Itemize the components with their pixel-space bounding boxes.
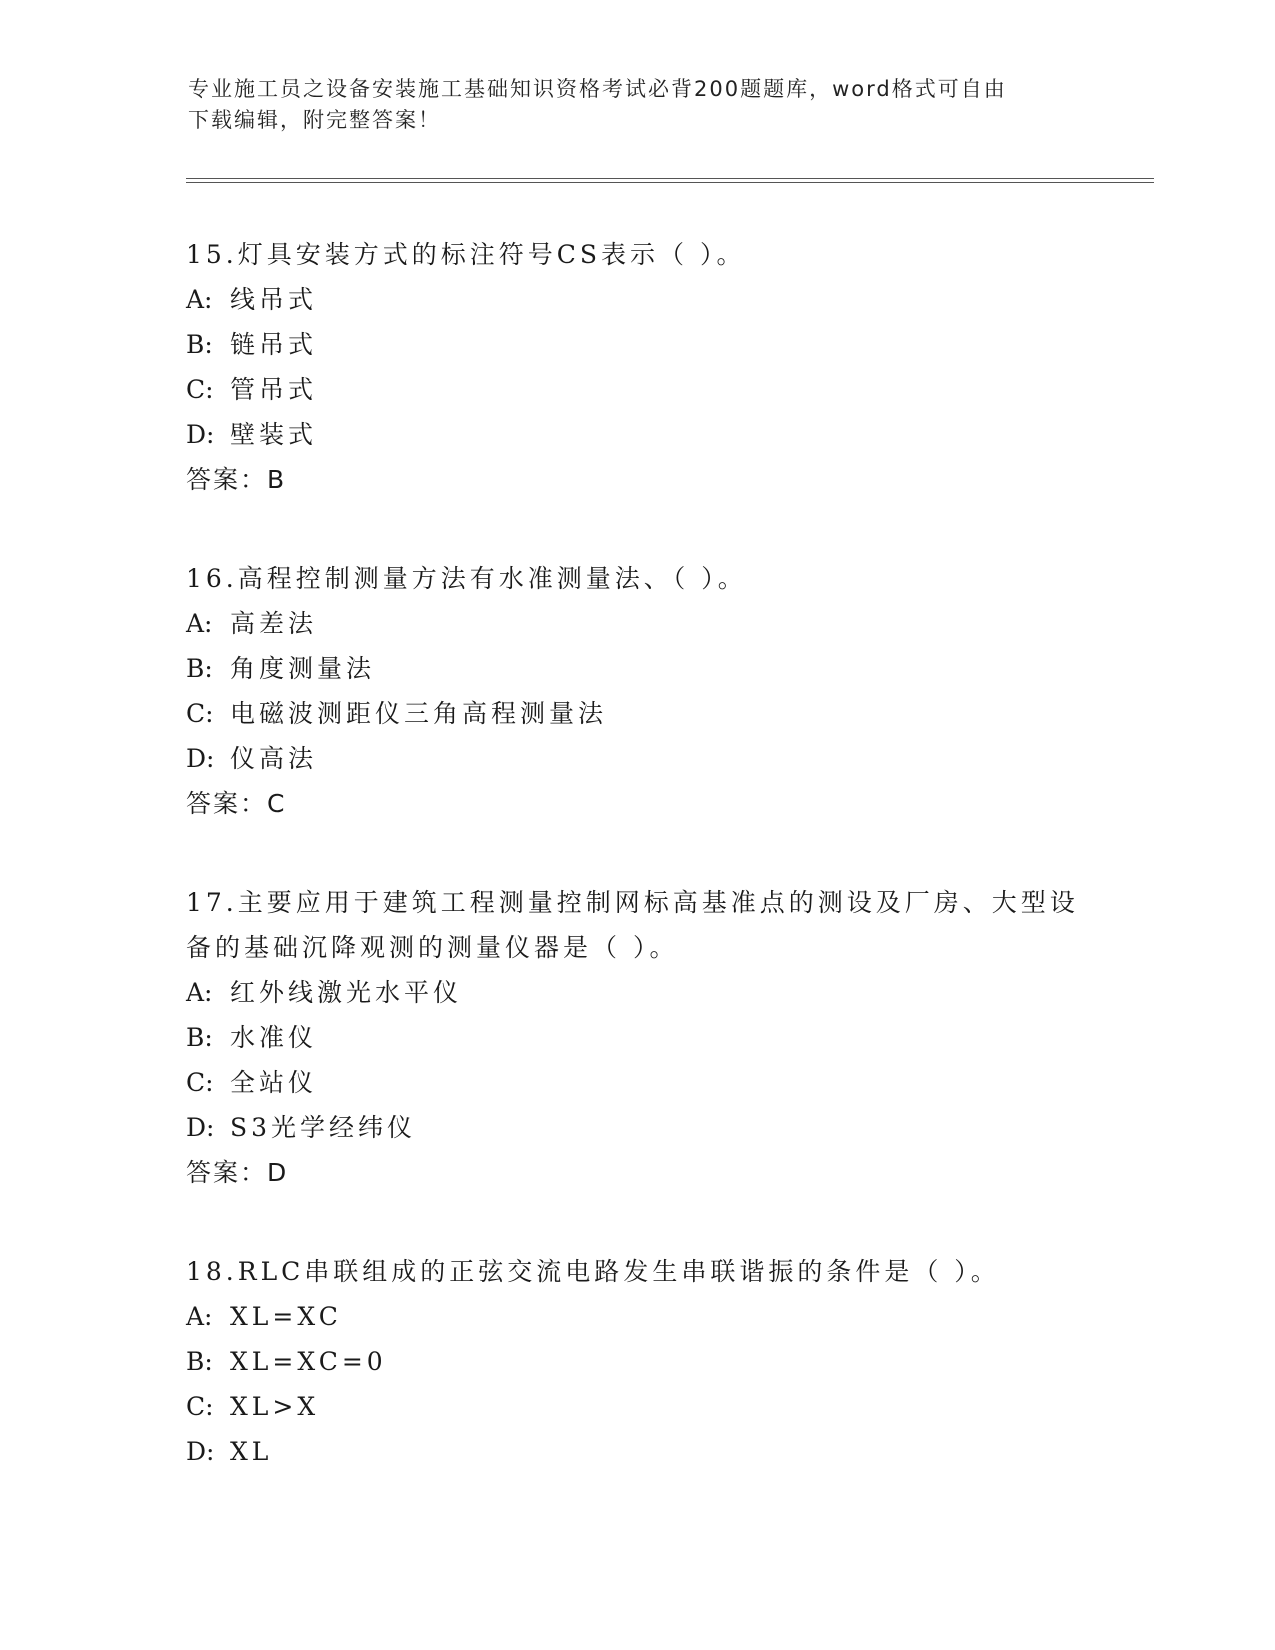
option-letter: A:: [186, 1302, 213, 1331]
option-c: [186, 367, 1086, 412]
question-stem: 15.灯具安装方式的标注符号CS表示（ ）。: [186, 240, 746, 269]
option-letter: D:: [186, 744, 215, 773]
option-text: XL=XC=0: [230, 1347, 387, 1376]
option-text: XL: [230, 1437, 273, 1466]
option-d: [186, 1105, 1086, 1150]
document-header: [188, 74, 1068, 136]
question-list: [186, 232, 1086, 1528]
option-letter: A:: [186, 609, 213, 638]
option-a: [186, 277, 1086, 322]
option-c: [186, 1384, 1086, 1429]
question-18: [186, 1249, 1086, 1474]
option-text: 电磁波测距仪三角高程测量法: [230, 699, 608, 728]
option-a: [186, 970, 1086, 1015]
option-letter: B:: [186, 1023, 213, 1052]
option-d: [186, 412, 1086, 457]
option-a: [186, 1294, 1086, 1339]
option-text: S3光学经纬仪: [230, 1113, 417, 1142]
option-b: [186, 322, 1086, 367]
option-letter: A:: [186, 285, 213, 314]
option-text: 角度测量法: [230, 654, 376, 683]
option-letter: C:: [186, 1392, 214, 1421]
option-text: 水准仪: [230, 1023, 318, 1052]
header-line-1: 专业施工员之设备安装施工基础知识资格考试必背200题题库，word格式可自由: [188, 77, 1007, 101]
option-letter: A:: [186, 978, 213, 1007]
question-stem: 18.RLC串联组成的正弦交流电路发生串联谐振的条件是（ ）。: [186, 1257, 1000, 1286]
option-b: [186, 1339, 1086, 1384]
option-text: XL>X: [230, 1392, 320, 1421]
option-d: [186, 1429, 1086, 1474]
option-b: [186, 1015, 1086, 1060]
option-text: XL=XC: [230, 1302, 342, 1331]
header-divider: [186, 178, 1154, 183]
option-text: 链吊式: [230, 330, 318, 359]
option-text: 红外线激光水平仪: [230, 978, 463, 1007]
option-letter: B:: [186, 330, 213, 359]
question-15: [186, 232, 1086, 502]
option-letter: D:: [186, 1113, 215, 1142]
option-letter: B:: [186, 654, 213, 683]
answer-label: 答案：D: [186, 1158, 289, 1187]
option-c: [186, 1060, 1086, 1105]
question-stem: 16.高程控制测量方法有水准测量法、（ ）。: [186, 564, 747, 593]
option-text: 高差法: [230, 609, 318, 638]
option-letter: D:: [186, 420, 215, 449]
option-letter: C:: [186, 375, 214, 404]
option-letter: B:: [186, 1347, 213, 1376]
question-16: [186, 556, 1086, 826]
question-17: [186, 880, 1086, 1195]
answer-label: 答案：B: [186, 465, 287, 494]
option-letter: D:: [186, 1437, 215, 1466]
option-text: 壁装式: [230, 420, 318, 449]
option-text: 管吊式: [230, 375, 318, 404]
question-stem: 17.主要应用于建筑工程测量控制网标高基准点的测设及厂房、大型设备的基础沉降观测的测量仪器是（ ）。: [186, 888, 1079, 962]
option-a: [186, 601, 1086, 646]
option-text: 全站仪: [230, 1068, 318, 1097]
option-d: [186, 736, 1086, 781]
answer-label: 答案：C: [186, 789, 287, 818]
header-line-2: 下载编辑，附完整答案！: [188, 108, 441, 132]
option-b: [186, 646, 1086, 691]
option-letter: C:: [186, 1068, 214, 1097]
option-text: 仪高法: [230, 744, 318, 773]
option-text: 线吊式: [230, 285, 318, 314]
option-c: [186, 691, 1086, 736]
option-letter: C:: [186, 699, 214, 728]
